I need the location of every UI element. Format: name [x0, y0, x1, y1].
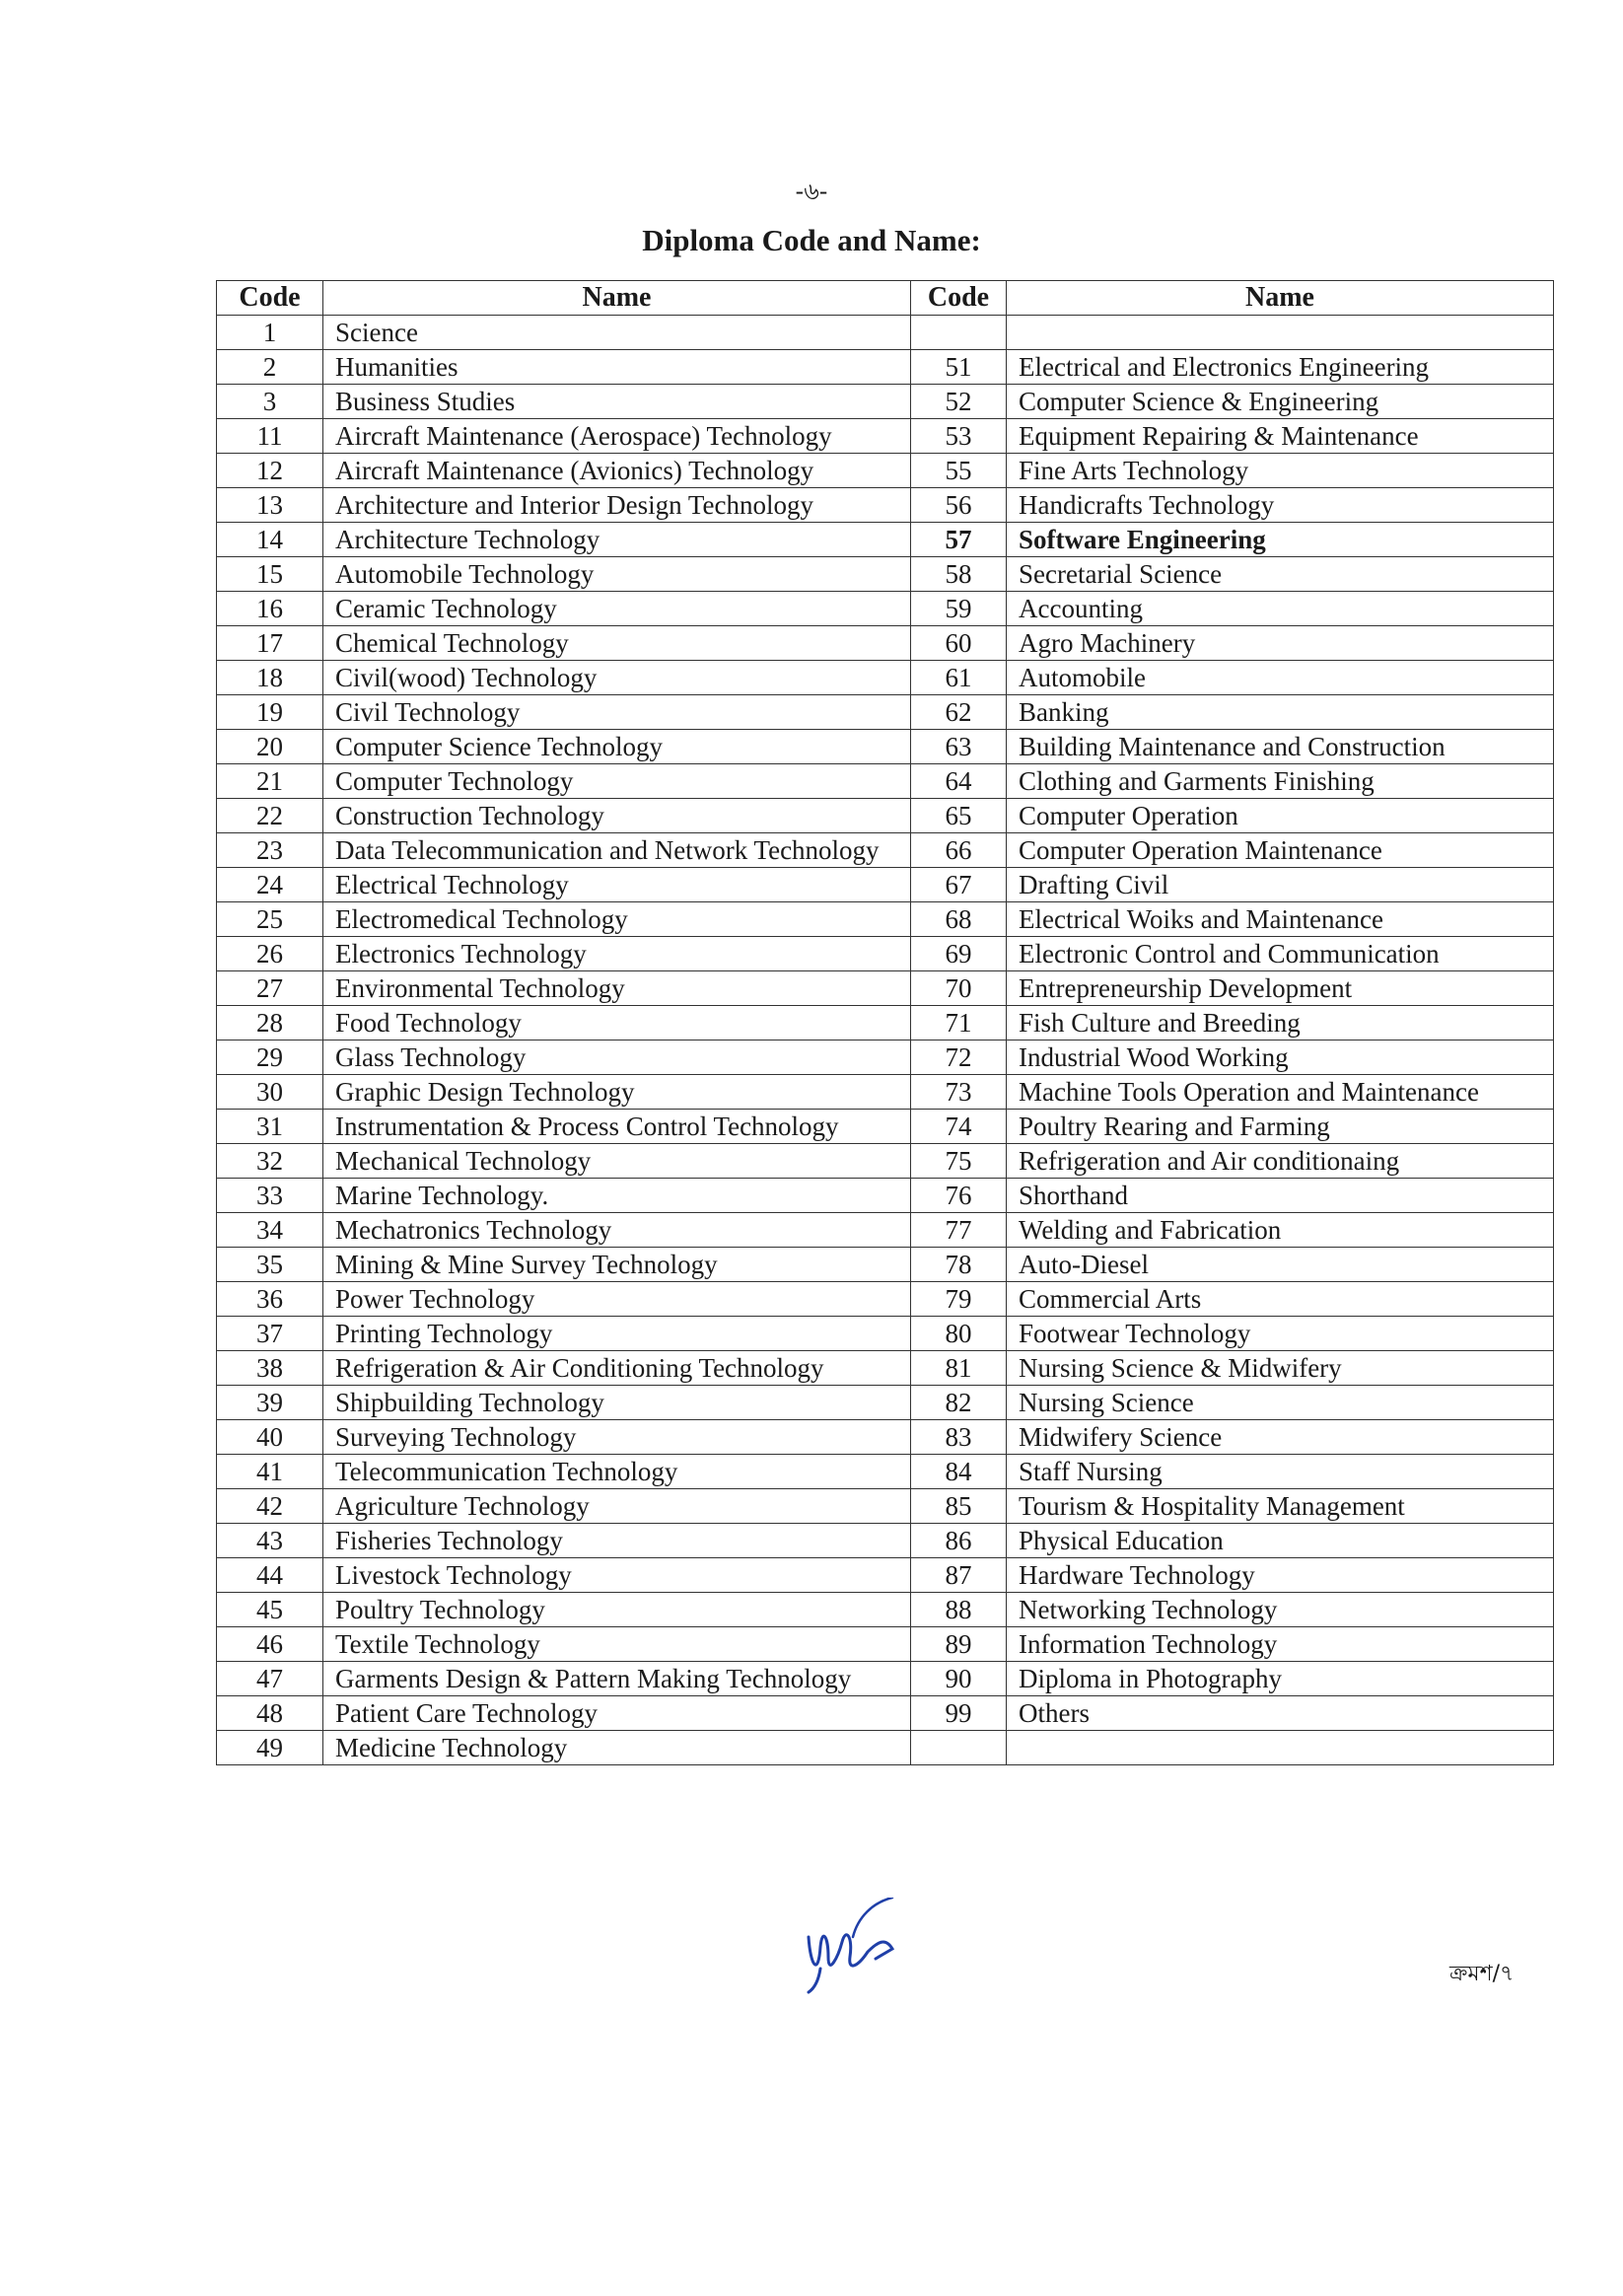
code-right-cell: 73	[911, 1075, 1007, 1110]
name-right-cell: Fine Arts Technology	[1007, 454, 1554, 488]
code-left-cell: 23	[217, 833, 323, 868]
code-left-cell: 48	[217, 1696, 323, 1731]
name-right-cell: Computer Operation Maintenance	[1007, 833, 1554, 868]
code-left-cell: 34	[217, 1213, 323, 1248]
name-left-cell: Civil(wood) Technology	[323, 661, 911, 695]
table-row	[217, 1386, 1554, 1420]
name-left-cell: Chemical Technology	[323, 626, 911, 661]
code-right-cell: 84	[911, 1455, 1007, 1489]
name-right-cell: Electronic Control and Communication	[1007, 937, 1554, 971]
code-left-cell: 20	[217, 730, 323, 764]
code-right-cell: 64	[911, 764, 1007, 799]
table-row	[217, 1248, 1554, 1282]
name-right-cell: Midwifery Science	[1007, 1420, 1554, 1455]
code-left-cell: 16	[217, 592, 323, 626]
table-row	[217, 1317, 1554, 1351]
header-code-left: Code	[217, 281, 323, 316]
code-left-cell: 49	[217, 1731, 323, 1765]
code-left-cell: 25	[217, 902, 323, 937]
name-right-cell: Automobile	[1007, 661, 1554, 695]
code-right-cell: 80	[911, 1317, 1007, 1351]
name-right-cell: Shorthand	[1007, 1179, 1554, 1213]
code-left-cell: 19	[217, 695, 323, 730]
name-left-cell: Data Telecommunication and Network Technology	[323, 833, 911, 868]
code-right-cell: 53	[911, 419, 1007, 454]
name-right-cell	[1007, 316, 1554, 350]
table-row	[217, 1006, 1554, 1040]
name-right-cell: Software Engineering	[1007, 523, 1554, 557]
code-right-cell: 75	[911, 1144, 1007, 1179]
name-right-cell: Tourism & Hospitality Management	[1007, 1489, 1554, 1524]
name-right-cell: Hardware Technology	[1007, 1558, 1554, 1593]
code-right-cell: 60	[911, 626, 1007, 661]
code-right-cell	[911, 1731, 1007, 1765]
table-row	[217, 868, 1554, 902]
table-row	[217, 488, 1554, 523]
name-left-cell: Instrumentation & Process Control Technology	[323, 1110, 911, 1144]
code-left-cell: 3	[217, 385, 323, 419]
name-left-cell: Aircraft Maintenance (Avionics) Technology	[323, 454, 911, 488]
code-left-cell: 43	[217, 1524, 323, 1558]
code-left-cell: 37	[217, 1317, 323, 1351]
table-row	[217, 971, 1554, 1006]
table-row	[217, 764, 1554, 799]
code-left-cell: 13	[217, 488, 323, 523]
name-left-cell: Mechanical Technology	[323, 1144, 911, 1179]
name-left-cell: Science	[323, 316, 911, 350]
name-right-cell: Nursing Science	[1007, 1386, 1554, 1420]
table-row	[217, 454, 1554, 488]
code-right-cell: 77	[911, 1213, 1007, 1248]
code-left-cell: 2	[217, 350, 323, 385]
table-row	[217, 419, 1554, 454]
name-left-cell: Mechatronics Technology	[323, 1213, 911, 1248]
table-row	[217, 1420, 1554, 1455]
name-left-cell: Civil Technology	[323, 695, 911, 730]
name-left-cell: Humanities	[323, 350, 911, 385]
header-name-right: Name	[1007, 281, 1554, 316]
code-left-cell: 21	[217, 764, 323, 799]
name-right-cell: Auto-Diesel	[1007, 1248, 1554, 1282]
code-right-cell: 66	[911, 833, 1007, 868]
code-left-cell: 30	[217, 1075, 323, 1110]
code-left-cell: 39	[217, 1386, 323, 1420]
table-row	[217, 385, 1554, 419]
code-left-cell: 38	[217, 1351, 323, 1386]
name-left-cell: Computer Science Technology	[323, 730, 911, 764]
name-left-cell: Telecommunication Technology	[323, 1455, 911, 1489]
name-left-cell: Business Studies	[323, 385, 911, 419]
table-row	[217, 1075, 1554, 1110]
name-right-cell: Drafting Civil	[1007, 868, 1554, 902]
table-row	[217, 1282, 1554, 1317]
code-right-cell: 59	[911, 592, 1007, 626]
name-left-cell: Electromedical Technology	[323, 902, 911, 937]
code-left-cell: 31	[217, 1110, 323, 1144]
code-right-cell: 70	[911, 971, 1007, 1006]
code-left-cell: 18	[217, 661, 323, 695]
code-left-cell: 32	[217, 1144, 323, 1179]
name-left-cell: Fisheries Technology	[323, 1524, 911, 1558]
name-right-cell: Building Maintenance and Construction	[1007, 730, 1554, 764]
name-left-cell: Patient Care Technology	[323, 1696, 911, 1731]
table-row	[217, 1731, 1554, 1765]
code-right-cell: 88	[911, 1593, 1007, 1627]
name-left-cell: Livestock Technology	[323, 1558, 911, 1593]
name-left-cell: Agriculture Technology	[323, 1489, 911, 1524]
code-left-cell: 46	[217, 1627, 323, 1662]
name-left-cell: Mining & Mine Survey Technology	[323, 1248, 911, 1282]
code-right-cell: 63	[911, 730, 1007, 764]
name-right-cell: Staff Nursing	[1007, 1455, 1554, 1489]
table-row	[217, 350, 1554, 385]
table-row	[217, 799, 1554, 833]
code-right-cell: 57	[911, 523, 1007, 557]
name-right-cell: Welding and Fabrication	[1007, 1213, 1554, 1248]
name-right-cell: Agro Machinery	[1007, 626, 1554, 661]
code-right-cell: 74	[911, 1110, 1007, 1144]
name-left-cell: Graphic Design Technology	[323, 1075, 911, 1110]
code-left-cell: 22	[217, 799, 323, 833]
table-row	[217, 1593, 1554, 1627]
code-right-cell: 68	[911, 902, 1007, 937]
name-left-cell: Architecture and Interior Design Technology	[323, 488, 911, 523]
name-left-cell: Shipbuilding Technology	[323, 1386, 911, 1420]
name-left-cell: Power Technology	[323, 1282, 911, 1317]
code-right-cell: 83	[911, 1420, 1007, 1455]
name-left-cell: Ceramic Technology	[323, 592, 911, 626]
name-left-cell: Food Technology	[323, 1006, 911, 1040]
code-left-cell: 1	[217, 316, 323, 350]
name-left-cell: Refrigeration & Air Conditioning Technology	[323, 1351, 911, 1386]
code-right-cell: 65	[911, 799, 1007, 833]
name-right-cell: Computer Operation	[1007, 799, 1554, 833]
name-left-cell: Surveying Technology	[323, 1420, 911, 1455]
name-right-cell: Equipment Repairing & Maintenance	[1007, 419, 1554, 454]
name-right-cell: Physical Education	[1007, 1524, 1554, 1558]
name-right-cell: Electrical Woiks and Maintenance	[1007, 902, 1554, 937]
name-left-cell: Poultry Technology	[323, 1593, 911, 1627]
table-row	[217, 937, 1554, 971]
header-code-right: Code	[911, 281, 1007, 316]
table-row	[217, 1179, 1554, 1213]
name-left-cell: Electronics Technology	[323, 937, 911, 971]
table-row	[217, 1558, 1554, 1593]
code-right-cell: 79	[911, 1282, 1007, 1317]
name-left-cell: Computer Technology	[323, 764, 911, 799]
code-right-cell: 99	[911, 1696, 1007, 1731]
table-header-row	[217, 281, 1554, 316]
name-right-cell: Secretarial Science	[1007, 557, 1554, 592]
code-right-cell: 58	[911, 557, 1007, 592]
name-right-cell: Electrical and Electronics Engineering	[1007, 350, 1554, 385]
name-left-cell: Textile Technology	[323, 1627, 911, 1662]
name-right-cell: Industrial Wood Working	[1007, 1040, 1554, 1075]
name-right-cell: Diploma in Photography	[1007, 1662, 1554, 1696]
name-right-cell: Handicrafts Technology	[1007, 488, 1554, 523]
code-left-cell: 28	[217, 1006, 323, 1040]
name-right-cell: Accounting	[1007, 592, 1554, 626]
table-row	[217, 1144, 1554, 1179]
code-left-cell: 33	[217, 1179, 323, 1213]
code-right-cell: 87	[911, 1558, 1007, 1593]
table-row	[217, 730, 1554, 764]
code-right-cell	[911, 316, 1007, 350]
code-right-cell: 81	[911, 1351, 1007, 1386]
name-left-cell: Electrical Technology	[323, 868, 911, 902]
document-title: Diploma Code and Name:	[642, 223, 981, 257]
code-right-cell: 86	[911, 1524, 1007, 1558]
name-left-cell: Aircraft Maintenance (Aerospace) Technology	[323, 419, 911, 454]
code-left-cell: 44	[217, 1558, 323, 1593]
name-right-cell: Fish Culture and Breeding	[1007, 1006, 1554, 1040]
name-right-cell: Machine Tools Operation and Maintenance	[1007, 1075, 1554, 1110]
code-right-cell: 69	[911, 937, 1007, 971]
table-row	[217, 592, 1554, 626]
table-row	[217, 523, 1554, 557]
code-right-cell: 72	[911, 1040, 1007, 1075]
table-row	[217, 695, 1554, 730]
code-left-cell: 11	[217, 419, 323, 454]
table-row	[217, 316, 1554, 350]
header-name-left: Name	[323, 281, 911, 316]
table-row	[217, 902, 1554, 937]
code-left-cell: 27	[217, 971, 323, 1006]
name-left-cell: Medicine Technology	[323, 1731, 911, 1765]
name-left-cell: Environmental Technology	[323, 971, 911, 1006]
table-row	[217, 1213, 1554, 1248]
code-right-cell: 78	[911, 1248, 1007, 1282]
page-number: -৬-	[795, 178, 828, 205]
code-left-cell: 26	[217, 937, 323, 971]
table-row	[217, 1662, 1554, 1696]
code-right-cell: 51	[911, 350, 1007, 385]
name-right-cell: Clothing and Garments Finishing	[1007, 764, 1554, 799]
code-right-cell: 61	[911, 661, 1007, 695]
table-row	[217, 1696, 1554, 1731]
name-right-cell: Nursing Science & Midwifery	[1007, 1351, 1554, 1386]
name-right-cell: Refrigeration and Air conditionaing	[1007, 1144, 1554, 1179]
table-row	[217, 1110, 1554, 1144]
table-row	[217, 1489, 1554, 1524]
name-right-cell: Commercial Arts	[1007, 1282, 1554, 1317]
table-row	[217, 1455, 1554, 1489]
name-right-cell: Computer Science & Engineering	[1007, 385, 1554, 419]
code-right-cell: 82	[911, 1386, 1007, 1420]
code-left-cell: 24	[217, 868, 323, 902]
name-right-cell: Others	[1007, 1696, 1554, 1731]
code-left-cell: 42	[217, 1489, 323, 1524]
name-left-cell: Printing Technology	[323, 1317, 911, 1351]
code-right-cell: 90	[911, 1662, 1007, 1696]
code-right-cell: 56	[911, 488, 1007, 523]
code-left-cell: 41	[217, 1455, 323, 1489]
name-right-cell: Entrepreneurship Development	[1007, 971, 1554, 1006]
table-row	[217, 557, 1554, 592]
name-left-cell: Construction Technology	[323, 799, 911, 833]
name-left-cell: Garments Design & Pattern Making Technology	[323, 1662, 911, 1696]
code-right-cell: 76	[911, 1179, 1007, 1213]
code-left-cell: 14	[217, 523, 323, 557]
table-row	[217, 661, 1554, 695]
name-right-cell	[1007, 1731, 1554, 1765]
table-row	[217, 1524, 1554, 1558]
name-left-cell: Glass Technology	[323, 1040, 911, 1075]
name-left-cell: Architecture Technology	[323, 523, 911, 557]
code-right-cell: 85	[911, 1489, 1007, 1524]
code-right-cell: 55	[911, 454, 1007, 488]
continued-note: ক্রমশ/৭	[1449, 1962, 1515, 1986]
table-row	[217, 1040, 1554, 1075]
table-row	[217, 1627, 1554, 1662]
code-right-cell: 71	[911, 1006, 1007, 1040]
name-right-cell: Poultry Rearing and Farming	[1007, 1110, 1554, 1144]
code-left-cell: 45	[217, 1593, 323, 1627]
code-left-cell: 35	[217, 1248, 323, 1282]
name-right-cell: Information Technology	[1007, 1627, 1554, 1662]
code-right-cell: 62	[911, 695, 1007, 730]
table-body	[217, 316, 1554, 1765]
signature-icon	[799, 1898, 917, 2026]
code-right-cell: 67	[911, 868, 1007, 902]
code-left-cell: 17	[217, 626, 323, 661]
code-right-cell: 89	[911, 1627, 1007, 1662]
code-left-cell: 12	[217, 454, 323, 488]
name-right-cell: Banking	[1007, 695, 1554, 730]
name-left-cell: Marine Technology.	[323, 1179, 911, 1213]
code-left-cell: 40	[217, 1420, 323, 1455]
name-left-cell: Automobile Technology	[323, 557, 911, 592]
name-right-cell: Footwear Technology	[1007, 1317, 1554, 1351]
table-row	[217, 626, 1554, 661]
diploma-code-table	[216, 280, 1554, 1765]
table-row	[217, 833, 1554, 868]
table-row	[217, 1351, 1554, 1386]
code-left-cell: 36	[217, 1282, 323, 1317]
code-left-cell: 15	[217, 557, 323, 592]
name-right-cell: Networking Technology	[1007, 1593, 1554, 1627]
code-left-cell: 29	[217, 1040, 323, 1075]
code-right-cell: 52	[911, 385, 1007, 419]
code-left-cell: 47	[217, 1662, 323, 1696]
